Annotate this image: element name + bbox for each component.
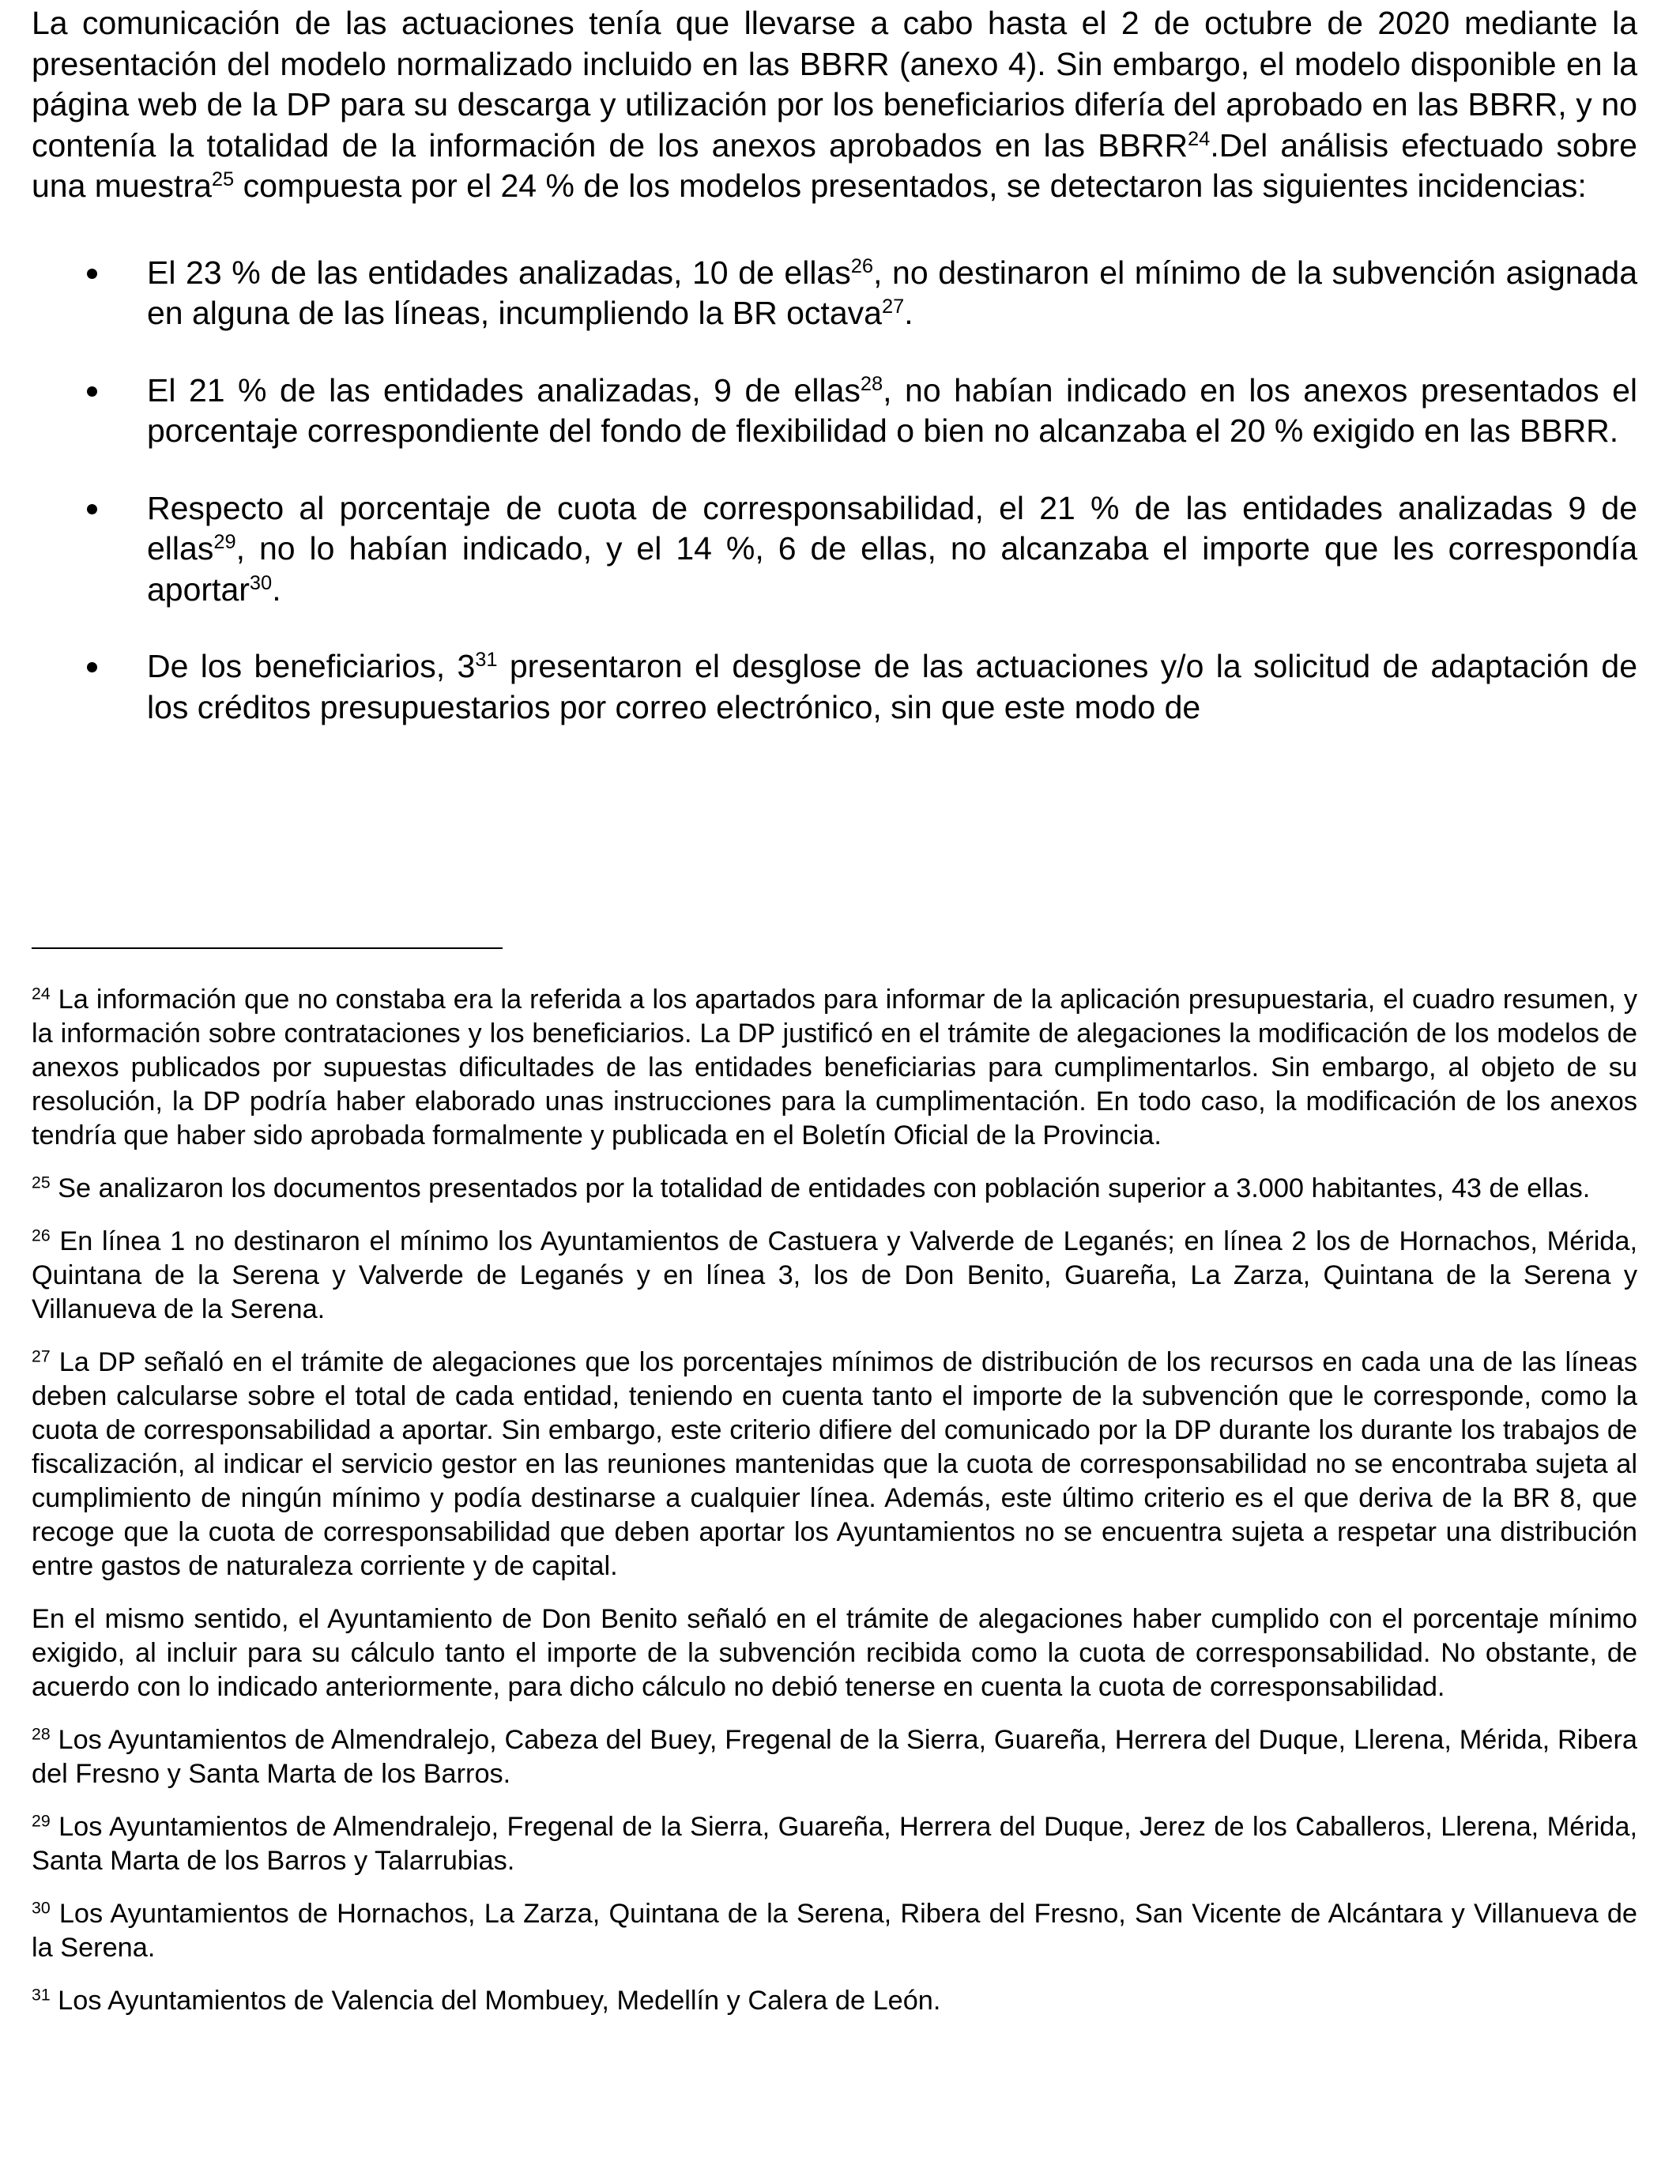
text-run: , no destinaron el mínimo de la subvención asignada en alguna de las líneas, incumpliendo la BR octava [147,254,1637,331]
footnote-reference: 30 [32,1898,51,1918]
intro-paragraph [32,3,1637,207]
footnote-reference: 26 [850,254,874,277]
list-item [32,646,1637,728]
text-run: El 21 % de las entidades analizadas, 9 de ellas [147,371,861,409]
text-run: De los beneficiarios, 3 [147,648,476,684]
bullet-icon [87,504,97,514]
footnote-reference: 29 [32,1811,51,1831]
footnote-reference: 27 [881,296,905,318]
text-run: En el mismo sentido, el Ayuntamiento de Don Benito señaló en el trámite de alegaciones haber cumplido con el porcentaje mínimo exigido, al incluir para su cálculo tanto el importe de la subvención recibida como la cuota de corresponsabilidad. No obstante, de acuerdo con lo indicado anteriormente, para dicho cálculo no debió tenerse en cuenta la cuota de corresponsabilidad. [32,1604,1637,1702]
footnote [32,1172,1637,1206]
footnote-reference: 30 [249,571,273,594]
text-run: presentaron el desglose de las actuaciones y/o la solicitud de adaptación de los créditos presupuestarios por correo electrónico, sin que este modo de [147,648,1638,725]
incidencias-list [32,253,1637,729]
footnote-separator [32,947,503,949]
footnote-reference: 24 [1188,127,1211,150]
text-run: El 23 % de las entidades analizadas, 10 de ellas [147,254,851,291]
footnote-reference: 28 [32,1724,51,1744]
footnote-reference: 31 [32,1985,51,2005]
text-run: La DP señaló en el trámite de alegaciones que los porcentajes mínimos de distribución de los recursos en cada una de las líneas deben calcularse sobre el total de cada entidad, teniendo en cuenta tanto el importe de la subvención que le corresponde, como la cuota de corresponsabilidad a aportar. Sin embargo, este criterio difiere del comunicado por la DP durante los durante los trabajos de fiscalización, al indicar el servicio gestor en las reuniones mantenidas que la cuota de corresponsabilidad no se encontraba sujeta al cumplimiento de ningún mínimo y podía destinarse a cualquier línea. Además, este último criterio es el que deriva de la BR 8, que recoge que la cuota de corresponsabilidad que deben aportar los Ayuntamientos no se encuentra sujeta a respetar una distribución entre gastos de naturaleza corriente y de capital. [32,1347,1637,1581]
list-item [32,371,1637,452]
text-run: Los Ayuntamientos de Hornachos, La Zarza, Quintana de la Serena, Ribera del Fresno, San Vicente de Alcántara y Villanueva de la Serena. [32,1899,1637,1963]
footnote [32,1897,1637,1965]
list-item [32,488,1637,611]
footnote-reference: 26 [32,1226,51,1245]
text-run: , no habían indicado en los anexos presentados el porcentaje correspondiente del fondo de flexibilidad o bien no alcanzaba el 20 % exigido en las BBRR. [147,371,1637,449]
text-run: compuesta por el 24 % de los modelos presentados, se detectaron las siguientes incidencias: [234,168,1587,204]
footnote-reference: 29 [213,531,236,554]
footnotes [32,983,1637,2037]
text-run: En línea 1 no destinaron el mínimo los Ayuntamientos de Castuera y Valverde de Leganés; en línea 2 los de Hornachos, Mérida, Quintana de la Serena y Valverde de Leganés y en línea 3, los de Don Benito, Guareña, La Zarza, Quintana de la Serena y Villanueva de la Serena. [32,1226,1637,1324]
text-run: Los Ayuntamientos de Valencia del Mombuey, Medellín y Calera de León. [50,1986,941,2016]
document-body [32,3,1637,764]
footnote [32,1346,1637,1583]
footnote [32,1602,1637,1704]
footnote-reference: 27 [32,1346,51,1366]
text-run: Los Ayuntamientos de Almendralejo, Cabeza del Buey, Fregenal de la Sierra, Guareña, Herrera del Duque, Llerena, Mérida, Ribera del Fresno y Santa Marta de los Barros. [32,1725,1637,1789]
text-run: Los Ayuntamientos de Almendralejo, Fregenal de la Sierra, Guareña, Herrera del Duque, Jerez de los Caballeros, Llerena, Mérida, Santa Marta de los Barros y Talarrubias. [32,1812,1637,1876]
footnote [32,1225,1637,1327]
text-run: . [904,295,913,331]
footnote-reference: 25 [211,168,235,191]
footnote-reference: 25 [32,1173,51,1192]
footnote [32,983,1637,1153]
text-run: Respecto al porcentaje de cuota de corresponsabilidad, el 21 % de las entidades analizadas 9 de ellas [147,489,1637,567]
text-run: .Del análisis efectuado sobre una muestra [32,126,1637,204]
bullet-icon [87,386,97,397]
text-run: , no lo habían indicado, y el 14 %, 6 de ellas, no alcanzaba el importe que les correspondía aportar [147,530,1637,608]
text-run: . [272,570,281,608]
text-run: La información que no constaba era la referida a los apartados para informar de la aplicación presupuestaria, el cuadro resumen, y la información sobre contrataciones y los beneficiarios. La DP justificó en el trámite de alegaciones la modificación de los modelos de anexos publicados por supuestas dificultades de las entidades beneficiarias para cumplimentarlos. Sin embargo, al objeto de su resolución, la DP podría haber elaborado unas instrucciones para la cumplimentación. En todo caso, la modificación de los anexos tendría que haber sido aprobada formalmente y publicada en el Boletín Oficial de la Provincia. [32,985,1637,1150]
bullet-icon [87,662,97,672]
footnote [32,1810,1637,1878]
footnote [32,1723,1637,1791]
footnote-reference: 31 [475,649,498,672]
bullet-icon [87,269,97,279]
text-run: Se analizaron los documentos presentados por la totalidad de entidades con población superior a 3.000 habitantes, 43 de ellas. [50,1173,1591,1203]
list-item [32,253,1637,334]
footnote [32,1984,1637,2018]
footnote-reference: 24 [32,984,51,1004]
footnote-reference: 28 [860,372,883,395]
text-run: La comunicación de las actuaciones tenía que llevarse a cabo hasta el 2 de octubre de 2020 mediante la presentación del modelo normalizado incluido en las BBRR (anexo 4). Sin embargo, el modelo disponible en la página web de la DP para su descarga y utilización por los beneficiarios difería del aprobado en las BBRR, y no contenía la totalidad de la información de los anexos aprobados en las BBRR [32,5,1637,164]
